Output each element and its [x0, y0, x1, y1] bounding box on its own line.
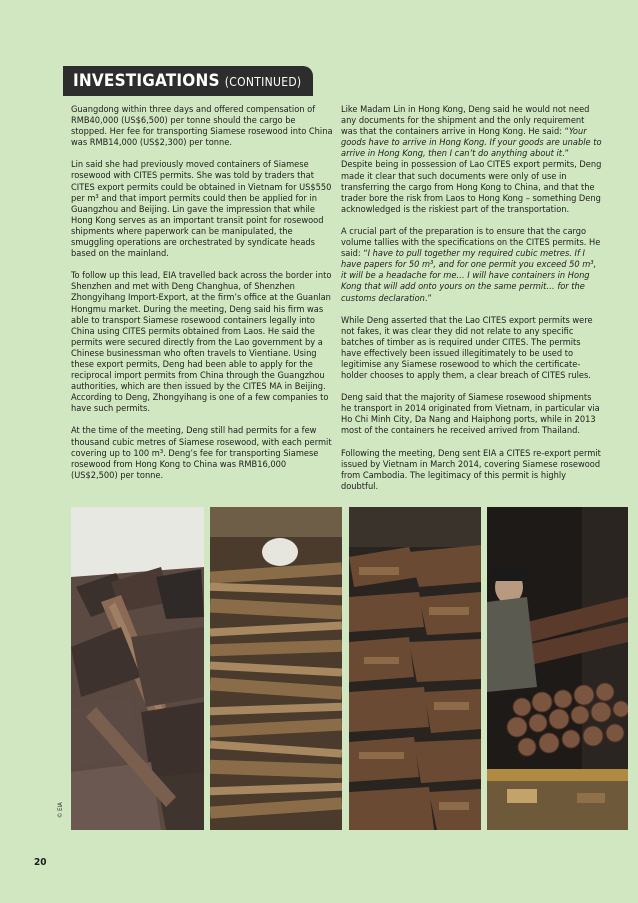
section-title: INVESTIGATIONS [73, 71, 220, 91]
section-header [63, 66, 313, 96]
paragraph: At the time of the meeting, Deng still had permits for a few thousand cubic metres of Siamese rosewood, with each permit covering up to 100 m³. Deng’s fee for transporting Siamese rosewood from Hong Kong to China was RMB16,000 (US$2,500) per tonne. [71, 425, 332, 481]
quote: I have to pull together my required cubic metres. If I have papers for 50 m³, and for one permit you exceed 50 m³, it will be a headache for me… I will have containers in Hong Kong that will add onto yours on the same permit… for the customs declaration [341, 248, 597, 304]
photo-strip [71, 507, 628, 830]
paragraph: Following the meeting, Deng sent EIA a CITES re-export permit issued by Vietnam in March 2014, covering Siamese rosewood from Cambodia. The legitimacy of this permit is highly doubtful. [341, 447, 601, 492]
paragraph: A crucial part of the preparation is to ensure that the cargo volume tallies with the specifications on the CITES permits. He said: “I have to pull together my required cubic metres. If I have papers for 50 m³, and for one permit you exceed 50 m³, it will be a headache for me… I will have containers in Hong Kong that will add onto yours on the same permit… for the customs declaration.” [341, 225, 601, 304]
quote: Your goods have to arrive in Hong Kong. If your goods are unable to arrive in Hong Kong, then I can’t do anything about it [341, 126, 602, 160]
page-number: 20 [34, 857, 47, 868]
paragraph: Guangdong within three days and offered compensation of RMB40,000 (US$6,500) per tonne should the cargo be stopped. Her fee for transporting Siamese rosewood into China was RMB14,000 (US$2,300) per tonne. [71, 104, 333, 149]
paragraph: Lin said she had previously moved containers of Siamese rosewood with CITES permits. She was told by traders that CITES export permits could be obtained in Vietnam for US$550 per m³ and that import permits could then be applied for in Guangzhou and Beijing. Lin gave the impression that while Hong Kong serves as an important transit point for rosewood shipments where paperwork can be manipulated, the smuggling operations are orchestrated by syndicate heads based on the mainland. [71, 159, 332, 260]
photo-credit: © EIA [57, 802, 64, 818]
paragraph: Deng said that the majority of Siamese rosewood shipments he transport in 2014 originated from Vietnam, in particular via Ho Chi Minh City, Da Nang and Haiphong ports, while in 2013 most of the containers he received arrived from Thailand. [341, 392, 600, 437]
right-text-column [341, 104, 603, 503]
photo-timber-stack [210, 507, 342, 830]
paragraph: To follow up this lead, EIA travelled back across the border into Shenzhen and met with Deng Changhua, of Shenzhen Zhongyihang Import-Export, at the firm’s office at the Guanlan Hongmu market. During the meeting, Deng said his firm was able to transport Siamese rosewood containers legally into China using CITES permits obtained from Laos. He said the permits were secured directly from the Lao government by a Chinese businessman who often travels to Vientiane. Using these export permits, Deng had been able to apply for the reciprocal import permits from China through the Guangzhou authorities, which are then issued by the CITES MA in Beijing. According to Deng, Zhongyihang is one of a few companies to have such permits. [71, 270, 332, 415]
photo-inspecting-logs [487, 507, 628, 830]
paragraph: While Deng asserted that the Lao CITES export permits were not fakes, it was clear they did not relate to any specific batches of timber as is required under CITES. The permits have effectively been issued illegitimately to be used to legitimise any Siamese rosewood to which the certificate-holder chooses to apply them, a clear breach of CITES rules. [341, 314, 593, 382]
photo-container-timber [349, 507, 481, 830]
paragraph: Like Madam Lin in Hong Kong, Deng said he would not need any documents for the shipment and the only requirement was that the containers arrive in Hong Kong. He said: “Your goods have to arrive in Hong Kong. If your goods are unable to arrive in Hong Kong, then I can’t do anything about it.” Despite being in possession of Lao CITES export permits, Deng made it clear that such documents were only of use in transferring the cargo from Hong Kong to China, and that the trader bore the risk from Laos to Hong Kong – something Deng acknowledged is the riskiest part of the transportation. [341, 104, 602, 215]
photo-rosewood-logs-floor [71, 507, 204, 830]
left-text-column [71, 104, 333, 492]
section-subtitle: (CONTINUED) [224, 75, 302, 89]
